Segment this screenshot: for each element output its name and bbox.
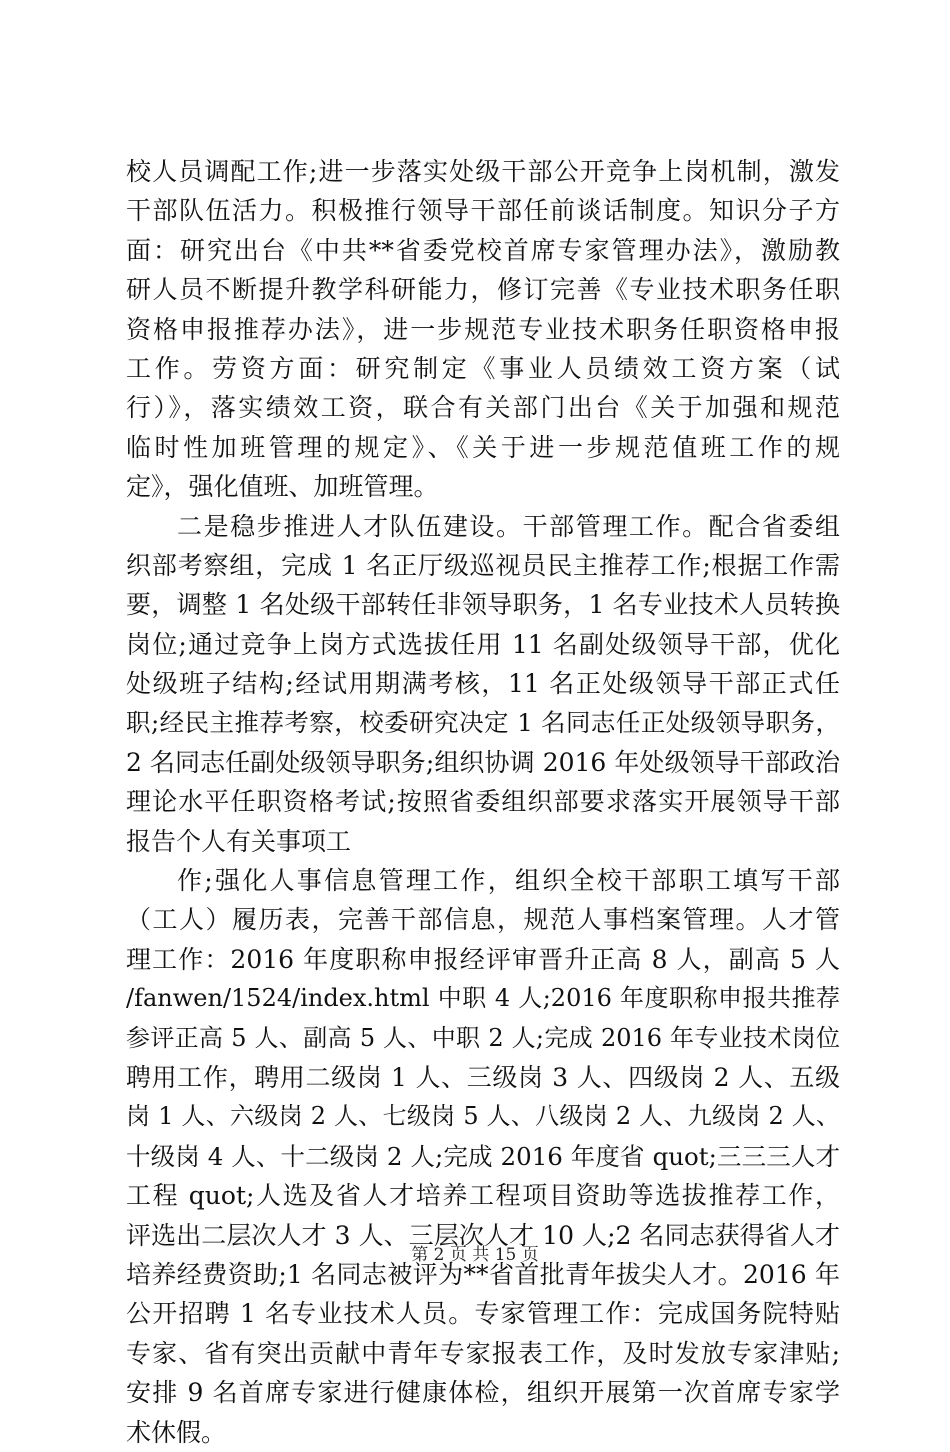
text-line: 定》，强化值班、加班管理。: [126, 472, 439, 502]
text-line: 聘用工作，聘用二级岗 1 人、三级岗 3 人、四级岗 2 人、五级: [126, 1062, 840, 1092]
text-line: 安排 9 名首席专家进行健康体检，组织开展第一次首席专家学: [126, 1378, 840, 1408]
text-line: 工程 quot;人选及省人才培养工程项目资助等选拔推荐工作，: [126, 1181, 840, 1211]
text-line: 理工作：2016 年度职称申报经评审晋升正高 8 人，副高 5 人: [126, 944, 840, 974]
text-line: 资格申报推荐办法》，进一步规范专业技术职务任职资格申报: [126, 314, 840, 344]
text-line: /fanwen/1524/index.html 中职 4 人;2016 年度职称申报共推荐: [126, 984, 840, 1013]
text-line: 研人员不断提升教学科研能力，修订完善《专业技术职务任职: [126, 275, 840, 305]
text-line: 行）》，落实绩效工资，联合有关部门出台《关于加强和规范: [126, 393, 840, 423]
text-line: 培养经费资助;1 名同志被评为**省首批青年拔尖人才。2016 年: [126, 1259, 840, 1289]
text-line: 职;经民主推荐考察，校委研究决定 1 名同志任正处级领导职务，: [126, 708, 840, 738]
text-line: 织部考察组，完成 1 名正厅级巡视员民主推荐工作;根据工作需: [126, 550, 840, 580]
text-line: 面：研究出台《中共**省委党校首席专家管理办法》，激励教: [126, 235, 840, 265]
text-line: 工作。劳资方面：研究制定《事业人员绩效工资方案（试: [126, 353, 840, 383]
text-line: 理论水平任职资格考试;按照省委组织部要求落实开展领导干部: [126, 787, 840, 817]
text-line: 处级班子结构;经试用期满考核，11 名正处级领导干部正式任: [126, 669, 840, 699]
text-line: 参评正高 5 人、副高 5 人、中职 2 人;完成 2016 年专业技术岗位: [126, 1023, 840, 1052]
text-line: 临时性加班管理的规定》、《关于进一步规范值班工作的规: [126, 432, 840, 462]
text-line: 2 名同志任副处级领导职务;组织协调 2016 年处级领导干部政治: [126, 747, 840, 777]
text-line: 岗位;通过竞争上岗方式选拔任用 11 名副处级领导干部，优化: [126, 629, 840, 659]
text-line: 干部队伍活力。积极推行领导干部任前谈话制度。知识分子方: [126, 196, 840, 226]
paragraph-start-line: 作;强化人事信息管理工作，组织全校干部职工填写干部: [177, 866, 840, 896]
text-line: 公开招聘 1 名专业技术人员。专家管理工作：完成国务院特贴: [126, 1299, 840, 1329]
text-line: 十级岗 4 人、十二级岗 2 人;完成 2016 年度省 quot;三三三人才: [126, 1141, 840, 1171]
page-number-footer: 第 2 页 共 15 页: [411, 1245, 539, 1265]
text-line: 校人员调配工作;进一步落实处级干部公开竞争上岗机制，激发: [126, 157, 840, 186]
text-line: 报告个人有关事项工: [126, 826, 352, 856]
paragraph-start-line: 二是稳步推进人才队伍建设。干部管理工作。配合省委组: [177, 511, 840, 541]
text-line: 评选出二层次人才 3 人、三层次人才 10 人;2 名同志获得省人才: [126, 1220, 840, 1250]
text-line: 岗 1 人、六级岗 2 人、七级岗 5 人、八级岗 2 人、九级岗 2 人、: [126, 1102, 840, 1131]
text-line: 要，调整 1 名处级干部转任非领导职务，1 名专业技术人员转换: [126, 590, 840, 620]
text-line: 术休假。: [126, 1417, 227, 1447]
text-line: 专家、省有突出贡献中青年专家报表工作，及时发放专家津贴;: [126, 1338, 840, 1368]
text-line: （工人）履历表，完善干部信息，规范人事档案管理。人才管: [126, 905, 840, 935]
